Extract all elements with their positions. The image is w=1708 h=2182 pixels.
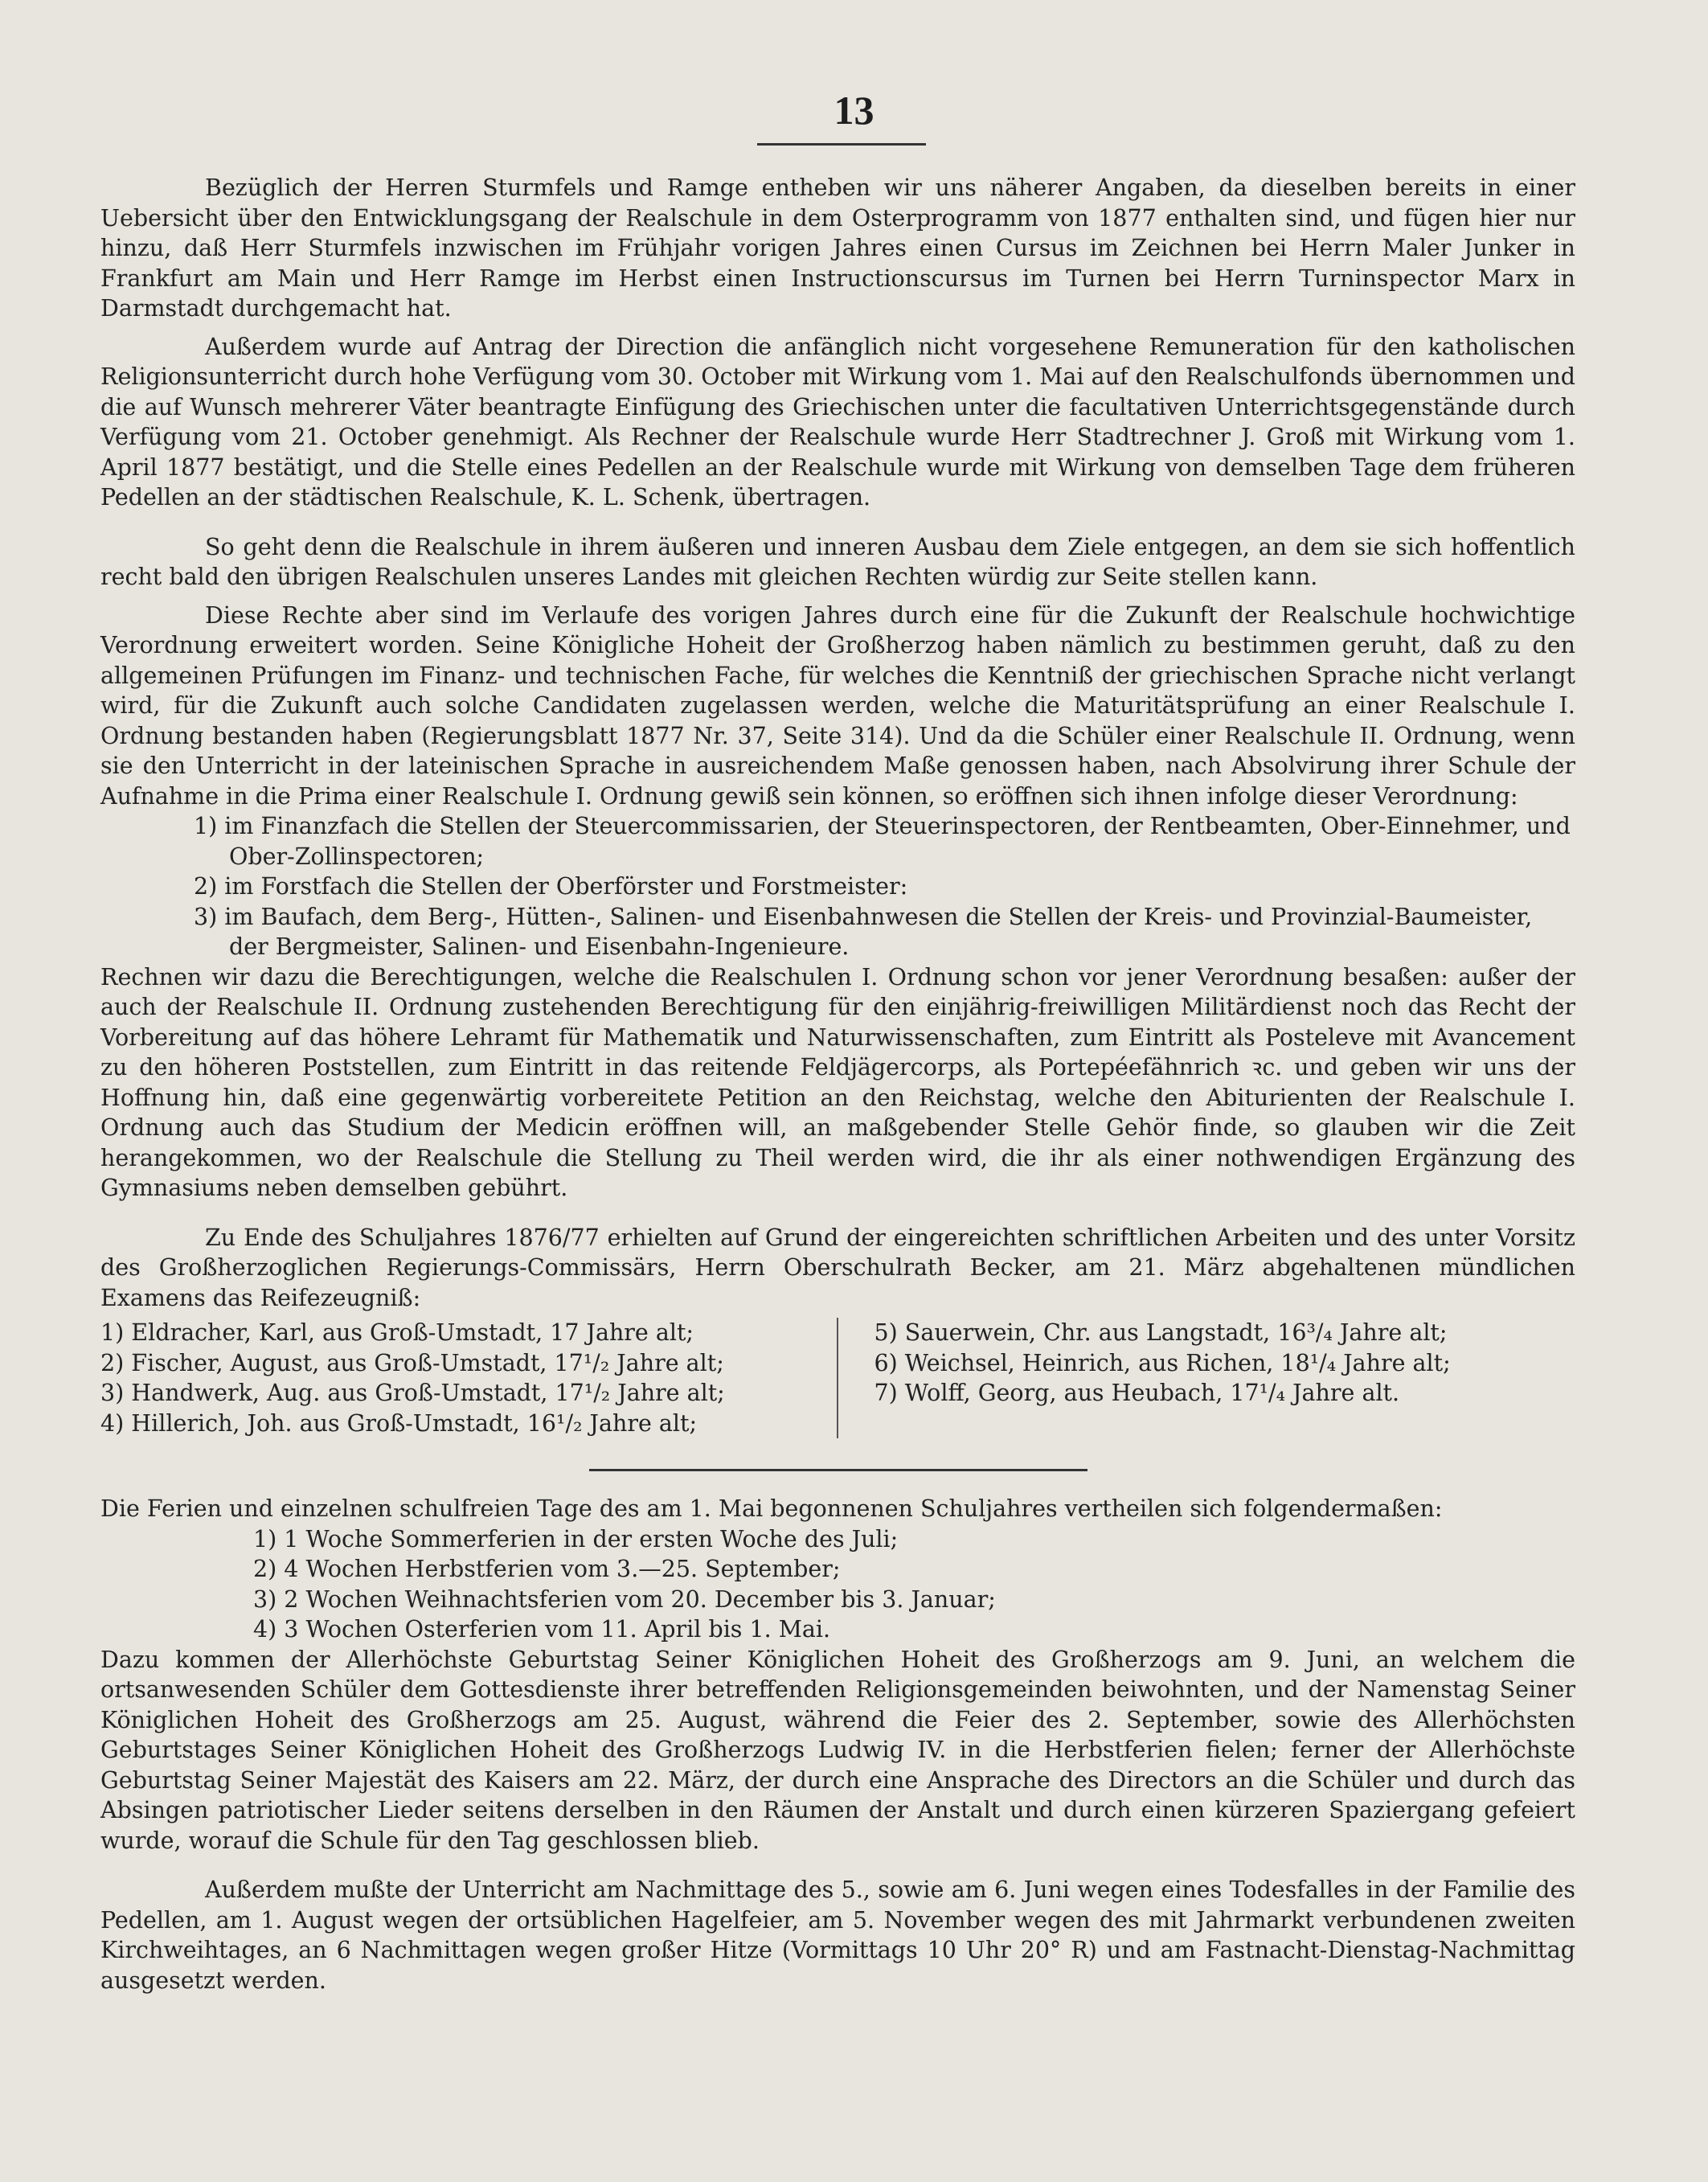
paragraph-remuneration: Außerdem wurde auf Antrag der Direction die anfänglich nicht vorgesehene Remuneration für den katholischen Religionsunterricht durch hohe Verfügung vom 30. October mit Wirkung vom 1. Mai auf den Realschulfonds übernommen und die auf Wunsch mehrerer Väter beantragte Einfügung des Griechischen unter die facultativen Unterrichtsgegenstände durch Verfügung vom 21. October genehmigt. Als Rechner der Realschule wurde Herr Stadtrechner J. Groß mit Wirkung vom 1. April 1877 bestätigt, und die Stelle eines Pedellen an der Realschule wurde mit Wirkung von demselben Tage dem früheren Pedellen an der städtischen Realschule, K. L. Schenk, übertragen. — [100, 333, 1575, 511]
graduate-entry: 6) Weichsel, Heinrich, aus Richen, 18¹/₄ Jahre alt; — [874, 1349, 1451, 1376]
graduate-entry: 1) Eldracher, Karl, aus Groß-Umstadt, 17 Jahre alt; — [100, 1319, 694, 1346]
paragraph-goal: So geht denn die Realschule in ihrem äußeren und inneren Ausbau dem Ziele entgegen, an dem sie sich hoffentlich recht bald den übrigen Realschulen unseres Landes mit gleichen Rechten würdig zur Seite stellen kann. — [100, 533, 1575, 590]
page-number-rule — [757, 143, 926, 146]
list-item: 2) 4 Wochen Herbstferien vom 3.—25. September; — [253, 1556, 841, 1582]
paragraph-cancellations: Außerdem mußte der Unterricht am Nachmittage des 5., sowie am 6. Juni wegen eines Todesfalles in der Familie des Pedellen, am 1. August wegen der ortsüblichen Hagelfeier, am 5. November wegen des mit Jahrmarkt verbundenen zweiten Kirchweihtages, an 6 Nachmittagen wegen großer Hitze (Vormittags 10 Uhr 20° R) und am Fastnacht-Dienstag-Nachmittag ausgesetzt werden. — [100, 1876, 1575, 1994]
paragraph-rights: Diese Rechte aber sind im Verlaufe des vorigen Jahres durch eine für die Zukunft der Realschule hochwichtige Verordnung erweitert worden. Seine Königliche Hoheit der Großherzog haben nämlich zu bestimmen geruht, daß zu den allgemeinen Prüfungen im Finanz- und technischen Fache, für welches die Kenntniß der griechischen Sprache nicht verlangt wird, für die Zukunft auch solche Candidaten zugelassen werden, welche die Maturitätsprüfung an einer Realschule I. Ordnung bestanden haben (Regierungsblatt 1877 Nr. 37, Seite 314). Und da die Schüler einer Realschule II. Ordnung, wenn sie den Unterricht in der lateinischen Sprache in ausreichendem Maße genossen haben, nach Absolvirung ihrer Schule der Aufnahme in die Prima einer Realschule I. Ordnung gewiß sein können, so eröffnen sich ihnen infolge dieser Verordnung: — [100, 601, 1575, 810]
graduate-entry: 3) Handwerk, Aug. aus Groß-Umstadt, 17¹/₂ Jahre alt; — [100, 1380, 725, 1406]
graduate-entry: 4) Hillerich, Joh. aus Groß-Umstadt, 16¹/₂ Jahre alt; — [100, 1409, 698, 1437]
career-list — [100, 811, 1575, 962]
list-item: 3) im Baufach, dem Berg-, Hütten-, Salinen- und Eisenbahnwesen die Stellen der Kreis- und Provinzial-Baumeister, der Bergmeister, Salinen- und Eisenbahn-Ingenieure. — [194, 903, 1533, 960]
list-item: 4) 3 Wochen Osterferien vom 11. April bis 1. Mai. — [253, 1616, 831, 1643]
graduate-entry: 7) Wolff, Georg, aus Heubach, 17¹/₄ Jahre alt. — [874, 1380, 1400, 1406]
paragraph-teachers: Bezüglich der Herren Sturmfels und Ramge entheben wir uns näherer Angaben, da dieselben bereits in einer Uebersicht über den Entwicklungsgang der Realschule in dem Osterprogramm von 1877 enthalten sind, und fügen hier nur hinzu, daß Herr Sturmfels inzwischen im Frühjahr vorigen Jahres einen Cursus im Zeichnen bei Herrn Maler Junker in Frankfurt am Main und Herr Ramge im Herbst einen Instructionscursus im Turnen bei Herrn Turninspector Marx in Darmstadt durchgemacht hat. — [100, 174, 1575, 322]
paragraph-holidays-intro: Die Ferien und einzelnen schulfreien Tage des am 1. Mai begonnenen Schuljahres vertheilen sich folgendermaßen: — [100, 1495, 1443, 1522]
paragraph-entitlements: Rechnen wir dazu die Berechtigungen, welche die Realschulen I. Ordnung schon vor jener Verordnung besaßen: außer der auch der Realschule II. Ordnung zustehenden Berechtigung für den einjährig-freiwilligen Militärdienst noch das Recht der Vorbereitung auf das höhere Lehramt für Mathematik und Naturwissenschaften, zum Eintritt als Posteleve mit Avancement zu den höheren Poststellen, zum Eintritt in das reitende Feldjägercorps, als Portepéefähnrich ꝛc. und geben wir uns der Hoffnung hin, daß eine gegenwärtig vorbereitete Petition an den Reichstag, welche den Abiturienten der Realschule I. Ordnung auch das Studium der Medicin eröffnen will, an maßgebender Stelle Gehör finde, so glauben wir die Zeit herangekommen, wo der Realschule die Stellung zu Theil werden wird, die ihr als einer nothwendigen Ergänzung des Gymnasiums neben demselben gebührt. — [100, 963, 1575, 1201]
holiday-list — [100, 1524, 1575, 1645]
list-item: 1) 1 Woche Sommerferien in der ersten Woche des Juli; — [253, 1525, 899, 1552]
list-item: 1) im Finanzfach die Stellen der Steuercommissarien, der Steuerinspectoren, der Rentbeamten, Ober-Einnehmer, und Ober-Zollinspectoren; — [194, 813, 1571, 870]
page-body — [100, 173, 1575, 1995]
graduates-table — [100, 1318, 1575, 1438]
page-number: 13 — [834, 88, 874, 133]
paragraph-exam: Zu Ende des Schuljahres 1876/77 erhielten auf Grund der eingereichten schriftlichen Arbeiten und des unter Vorsitz des Großherzoglichen Regierungs-Commissärs, Herrn Oberschulrath Becker, am 21. März abgehaltenen mündlichen Examens das Reifezeugniß: — [100, 1224, 1575, 1311]
paragraph-celebrations: Dazu kommen der Allerhöchste Geburtstag Seiner Königlichen Hoheit des Großherzogs am 9. Juni, an welchem die ortsanwesenden Schüler dem Gottesdienste ihrer betreffenden Religionsgemeinden beiwohnten, und der Namenstag Seiner Königlichen Hoheit des Großherzogs am 25. August, während die Feier des 2. September, sowie des Allerhöchsten Geburtstages Seiner Königlichen Hoheit des Großherzogs Ludwig IV. in die Herbstferien fielen; ferner der Allerhöchste Geburtstag Seiner Majestät des Kaisers am 22. März, der durch eine Ansprache des Directors an die Schüler und durch das Absingen patriotischer Lieder seitens derselben in den Räumen der Anstalt und durch einen kürzeren Spaziergang gefeiert wurde, worauf die Schule für den Tag geschlossen blieb. — [100, 1646, 1575, 1854]
list-item: 2) im Forstfach die Stellen der Oberförster und Forstmeister: — [194, 873, 908, 900]
section-divider — [589, 1469, 1087, 1471]
graduates-right-column — [838, 1318, 1576, 1438]
graduate-entry: 2) Fischer, August, aus Groß-Umstadt, 17¹/₂ Jahre alt; — [100, 1349, 724, 1376]
list-item: 3) 2 Wochen Weihnachtsferien vom 20. December bis 3. Januar; — [253, 1585, 996, 1613]
graduates-left-column — [100, 1318, 838, 1438]
graduate-entry: 5) Sauerwein, Chr. aus Langstadt, 16³/₄ Jahre alt; — [874, 1319, 1448, 1346]
